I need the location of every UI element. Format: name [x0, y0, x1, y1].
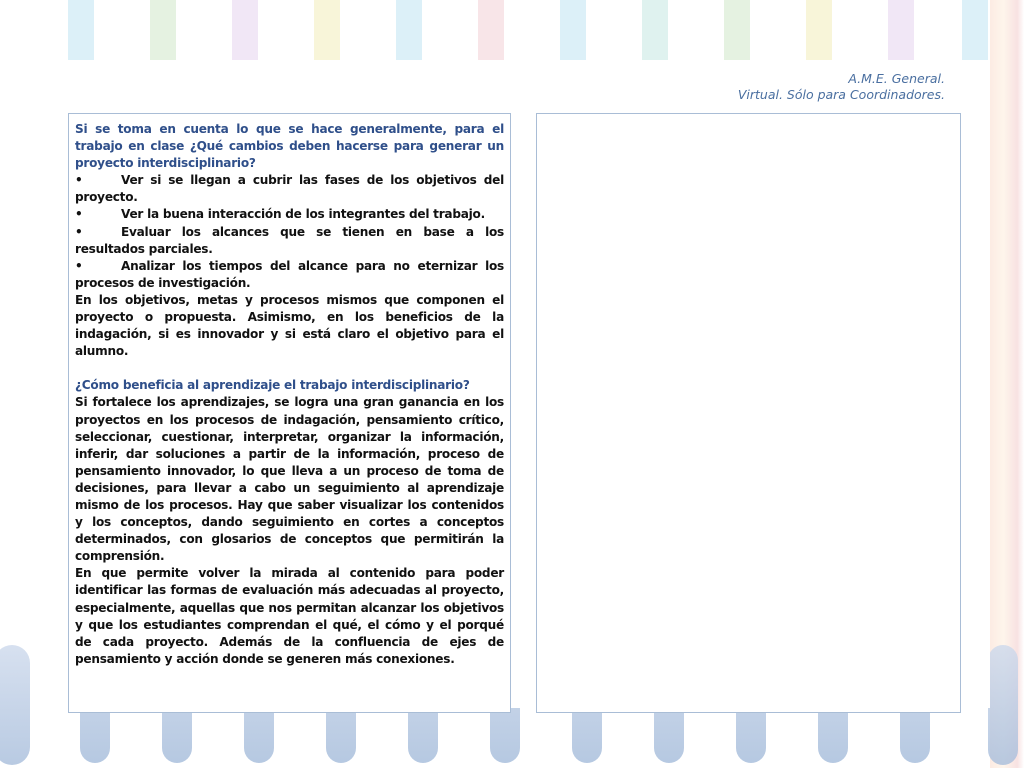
bullet-item: [75, 224, 504, 258]
bullet-icon: •: [75, 224, 83, 239]
decor-band: [724, 0, 750, 62]
paragraph-1: En los objetivos, metas y procesos mismos que componen el proyecto o propuesta. Asimismo, en los beneficios de la indagación, si es innovador y si está claro el objetivo para el alumno.: [75, 292, 504, 359]
left-panel-text: [75, 121, 504, 668]
question-1: Si se toma en cuenta lo que se hace generalmente, para el trabajo en clase ¿Qué cambios deben hacerse para generar un proyecto interdisciplinario?: [75, 122, 504, 171]
decor-band: [560, 0, 586, 62]
bullet-text: Evaluar los alcances que se tienen en base a los resultados parciales.: [75, 224, 504, 256]
paragraph-3: En que permite volver la mirada al contenido para poder identificar las formas de evaluación más adecuadas al proyecto, especialmente, aquellas que nos permitan alcanzar los objetivos y que los estudiantes comprendan el qué, el cómo y el porqué de cada proyecto. Además de la confluencia de ejes de pensamiento y acción donde se generen más conexiones.: [75, 566, 504, 666]
decor-drop-left: [0, 645, 30, 765]
header-line-1: A.M.E. General.: [848, 71, 945, 86]
bullet-text: Ver si se llegan a cubrir las fases de los objetivos del proyecto.: [75, 173, 504, 205]
section-gap: [75, 360, 504, 377]
decor-band: [642, 0, 668, 62]
decor-drop-right: [988, 645, 1018, 765]
bullet-icon: •: [75, 207, 83, 222]
decor-band: [806, 0, 832, 62]
decor-band: [962, 0, 988, 62]
right-empty-panel: [536, 113, 961, 713]
paragraph-2: Si fortalece los aprendizajes, se logra una gran ganancia en los proyectos en los procesos de indagación, pensamiento crítico, seleccionar, cuestionar, interpretar, organizar la información, inferir, dar soluciones a partir de la información, proceso de pensamiento innovador, lo que lleva a un proceso de toma de decisiones, para llevar a cabo un seguimiento al aprendizaje mismo de los procesos. Hay que saber visualizar los contenidos y los conceptos, dando seguimiento en cortes a conceptos determinados, con glosarios de conceptos que permitirán la comprensión.: [75, 395, 504, 564]
decor-band: [888, 0, 914, 62]
bullet-text: Ver la buena interacción de los integrantes del trabajo.: [121, 207, 485, 222]
question-2: ¿Cómo beneficia al aprendizaje el trabajo interdisciplinario?: [75, 378, 470, 393]
bullet-text: Analizar los tiempos del alcance para no eternizar los procesos de investigación.: [75, 258, 504, 290]
decor-band: [478, 0, 504, 62]
decor-band: [150, 0, 176, 62]
header-line-2: Virtual. Sólo para Coordinadores.: [737, 87, 945, 102]
bullet-item: [75, 206, 504, 223]
decor-band: [68, 0, 94, 62]
decor-band: [396, 0, 422, 62]
bullet-icon: •: [75, 173, 83, 188]
decor-band: [232, 0, 258, 62]
bullet-icon: •: [75, 258, 83, 273]
decor-band: [314, 0, 340, 62]
slide: [35, 60, 990, 708]
bullet-item: [75, 258, 504, 292]
top-decorative-bands: [0, 0, 1024, 62]
slide-header: [738, 71, 945, 103]
left-text-panel: [68, 113, 511, 713]
bullet-item: [75, 172, 504, 206]
